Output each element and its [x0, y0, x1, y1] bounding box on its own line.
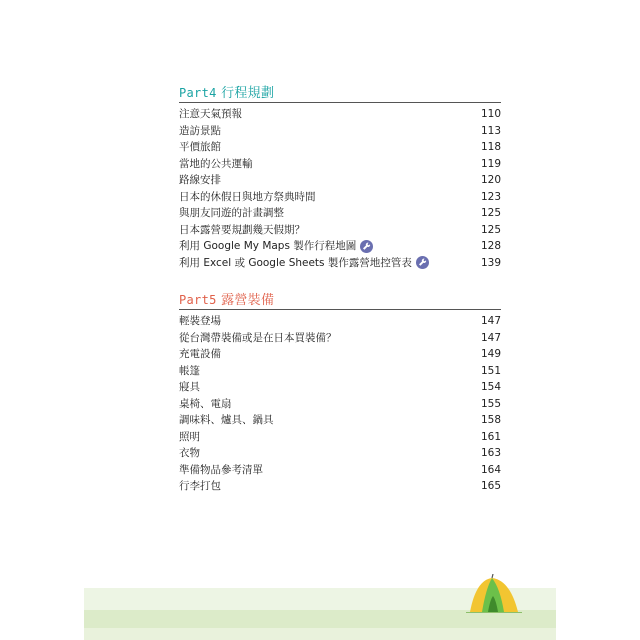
- toc-entry-title: [179, 255, 429, 272]
- toc-entry-title-text: 輕裝登場: [179, 315, 221, 327]
- wrench-icon: [360, 240, 373, 253]
- toc-entry-title: [179, 205, 284, 222]
- toc-entry-page: 139: [480, 256, 501, 269]
- toc-entry-title-text: 注意天氣預報: [179, 108, 242, 120]
- toc-entry-title: [179, 330, 337, 347]
- part4-title: 行程規劃: [221, 86, 275, 101]
- toc-entry-title: [179, 189, 316, 206]
- toc-entry-title: [179, 172, 221, 189]
- toc-entry: [179, 205, 501, 222]
- toc-entry-title-text: 調味料、爐具、鍋具: [179, 414, 274, 426]
- toc-entry-title-text: 充電設備: [179, 348, 221, 360]
- toc-entry-title: [179, 396, 232, 413]
- toc-entry-page: 165: [480, 480, 501, 492]
- toc-entry-title-text: 平價旅館: [179, 141, 221, 153]
- toc-entry-title: [179, 156, 253, 173]
- toc-entry: [179, 412, 501, 429]
- toc-entry: [179, 462, 501, 479]
- toc-entry: [179, 346, 501, 363]
- toc-entry: [179, 222, 501, 239]
- part4-divider: [179, 102, 501, 103]
- toc-entry: [179, 172, 501, 189]
- toc-entry: [179, 396, 501, 413]
- toc-entry-title: [179, 238, 373, 255]
- toc-entry-page: 151: [480, 364, 501, 377]
- part5-heading: [179, 289, 274, 308]
- toc-entry: [179, 379, 501, 396]
- toc-entry: [179, 429, 501, 446]
- toc-entry-title-text: 準備物品參考清單: [179, 463, 263, 476]
- toc-entry-page: 147: [480, 331, 501, 344]
- wrench-icon: [416, 256, 429, 269]
- toc-entry-page: 147: [480, 315, 501, 327]
- toc-entry-page: 154: [480, 381, 501, 393]
- toc-entry-page: 125: [480, 207, 501, 219]
- part5-entry-list: [179, 313, 501, 495]
- toc-entry-title-text: 照明: [179, 430, 200, 443]
- toc-entry: [179, 313, 501, 330]
- toc-entry-title: [179, 429, 200, 446]
- part5-divider: [179, 309, 501, 310]
- part5-label: Part5: [179, 293, 217, 307]
- part4-heading: [179, 82, 274, 101]
- toc-entry: [179, 156, 501, 173]
- toc-entry-title: [179, 412, 274, 429]
- toc-entry-title: [179, 222, 305, 239]
- toc-entry-title: [179, 106, 242, 123]
- toc-entry-page: 158: [480, 414, 501, 426]
- toc-entry-page: 125: [480, 223, 501, 236]
- toc-entry-title: [179, 313, 221, 330]
- toc-entry-title-text: 利用 Excel 或 Google Sheets 製作露營地控管表: [179, 256, 412, 269]
- toc-entry-title-text: 行李打包: [179, 480, 221, 492]
- toc-entry-page: 163: [480, 447, 501, 459]
- toc-entry-page: 123: [480, 190, 501, 203]
- toc-entry-title-text: 衣物: [179, 447, 200, 459]
- toc-entry-page: 128: [480, 240, 501, 252]
- part5-title: 露營裝備: [221, 293, 275, 308]
- toc-entry: [179, 363, 501, 380]
- toc-entry: [179, 139, 501, 156]
- toc-entry-title-text: 利用 Google My Maps 製作行程地圖: [179, 240, 357, 252]
- toc-entry-page: 119: [480, 157, 501, 170]
- toc-entry-page: 118: [480, 141, 501, 153]
- toc-entry-title-text: 帳篷: [179, 364, 200, 377]
- toc-entry-title: [179, 363, 200, 380]
- toc-entry-title-text: 路線安排: [179, 174, 221, 186]
- toc-entry-title-text: 與朋友同遊的計畫調整: [179, 207, 284, 219]
- part4-label: Part4: [179, 86, 217, 100]
- toc-entry-page: 120: [480, 174, 501, 186]
- toc-entry: [179, 238, 501, 255]
- toc-entry-page: 110: [480, 108, 501, 120]
- toc-entry-title: [179, 123, 221, 140]
- toc-entry: [179, 123, 501, 140]
- toc-entry-title-text: 日本的休假日與地方祭典時間: [179, 190, 316, 203]
- toc-entry-title: [179, 445, 200, 462]
- toc-entry-title: [179, 462, 263, 479]
- toc-entry-title-text: 造訪景點: [179, 124, 221, 137]
- toc-entry-title: [179, 478, 221, 495]
- toc-entry-title-text: 從台灣帶裝備或是在日本買裝備？: [179, 331, 337, 344]
- toc-entry: [179, 106, 501, 123]
- toc-entry: [179, 255, 501, 272]
- toc-entry-title-text: 當地的公共運輸: [179, 157, 253, 170]
- toc-entry-page: 149: [480, 348, 501, 360]
- toc-entry-title-text: 寢具: [179, 381, 200, 393]
- toc-entry-page: 161: [480, 430, 501, 443]
- toc-entry-page: 164: [480, 463, 501, 476]
- tent-icon: [466, 574, 522, 614]
- toc-entry: [179, 189, 501, 206]
- part4-entry-list: [179, 106, 501, 271]
- toc-entry-title: [179, 346, 221, 363]
- toc-entry-title-text: 日本露營要規劃幾天假期？: [179, 223, 305, 236]
- footer-band-bottom: [84, 628, 556, 640]
- toc-entry-page: 155: [480, 397, 501, 410]
- toc-entry-page: 113: [480, 124, 501, 137]
- toc-entry-title: [179, 379, 200, 396]
- toc-entry: [179, 445, 501, 462]
- toc-entry-title: [179, 139, 221, 156]
- toc-entry: [179, 478, 501, 495]
- toc-entry: [179, 330, 501, 347]
- toc-entry-title-text: 桌椅、電扇: [179, 397, 232, 410]
